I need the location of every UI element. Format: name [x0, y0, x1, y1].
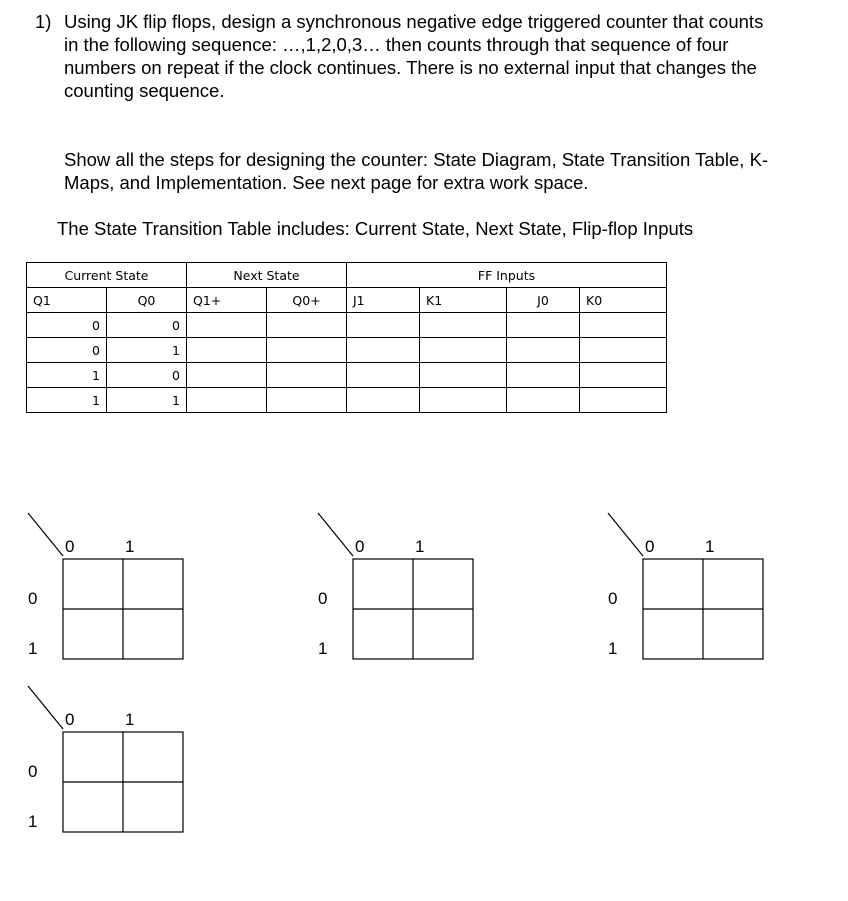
cell-k1[interactable]: [420, 338, 507, 363]
cell-k0[interactable]: [580, 363, 667, 388]
cell-q0-next[interactable]: [267, 363, 347, 388]
col-header-k0: K0: [580, 288, 667, 313]
cell-q1-next[interactable]: [187, 338, 267, 363]
kmap-cell[interactable]: [63, 609, 122, 658]
kmap-row-label: 0: [28, 762, 38, 781]
steps-line: Maps, and Implementation. See next page for extra work space.: [64, 172, 589, 193]
kmap-col-label: 0: [65, 537, 75, 556]
kmap-col-label: 0: [355, 537, 365, 556]
kmap-col-label: 1: [415, 537, 425, 556]
kmap-cell[interactable]: [63, 732, 122, 781]
col-header-j0: J0: [507, 288, 580, 313]
cell-j0[interactable]: [507, 363, 580, 388]
cell-j0[interactable]: [507, 388, 580, 413]
cell-k1[interactable]: [420, 388, 507, 413]
col-header-q1: Q1: [27, 288, 107, 313]
cell-j1[interactable]: [347, 388, 420, 413]
kmap-row-label: 0: [608, 589, 618, 608]
kmap-col-label: 1: [705, 537, 715, 556]
cell-q0: 1: [107, 338, 187, 363]
cell-j0[interactable]: [507, 313, 580, 338]
kmap-cell[interactable]: [703, 559, 762, 608]
kmap-row-label: 1: [28, 812, 38, 831]
kmap-col-label: 0: [645, 537, 655, 556]
group-ff-inputs: FF Inputs: [347, 263, 667, 288]
col-header-q0: Q0: [107, 288, 187, 313]
kmap-cell[interactable]: [123, 609, 182, 658]
kmap-cell[interactable]: [643, 559, 702, 608]
kmap-cell[interactable]: [643, 609, 702, 658]
cell-q0-next[interactable]: [267, 338, 347, 363]
question-line: counting sequence.: [64, 80, 225, 101]
steps-instruction: [64, 148, 844, 194]
kmap-col-label: 1: [125, 537, 135, 556]
kmap-cell[interactable]: [413, 609, 472, 658]
kmap: [22, 683, 192, 843]
kmap-col-label: 0: [65, 710, 75, 729]
cell-k1[interactable]: [420, 363, 507, 388]
state-transition-table: [26, 262, 667, 413]
cell-q0: 1: [107, 388, 187, 413]
cell-q1-next[interactable]: [187, 363, 267, 388]
question-line: numbers on repeat if the clock continues. There is no external input that changes the: [64, 57, 757, 78]
table-group-header-row: [27, 263, 667, 288]
cell-q1: 1: [27, 363, 107, 388]
kmap-cell[interactable]: [123, 559, 182, 608]
kmap-cell[interactable]: [353, 609, 412, 658]
kmap-cell[interactable]: [703, 609, 762, 658]
group-current-state: Current State: [27, 263, 187, 288]
kmap-cell[interactable]: [413, 559, 472, 608]
kmap: [312, 510, 482, 670]
kmap: [602, 510, 772, 670]
question-number: 1): [35, 11, 52, 32]
table-column-header-row: [27, 288, 667, 313]
table-row: [27, 338, 667, 363]
cell-k1[interactable]: [420, 313, 507, 338]
kmap-col-label: 1: [125, 710, 135, 729]
question-line: in the following sequence: …,1,2,0,3… then counts through that sequence of four: [64, 34, 729, 55]
group-next-state: Next State: [187, 263, 347, 288]
steps-line: Show all the steps for designing the counter: State Diagram, State Transition Table, K-: [64, 149, 769, 170]
kmap-row-label: 0: [28, 589, 38, 608]
cell-k0[interactable]: [580, 388, 667, 413]
kmap-row-label: 1: [608, 639, 618, 658]
cell-q1-next[interactable]: [187, 313, 267, 338]
kmap-row-label: 1: [28, 639, 38, 658]
table-row: [27, 363, 667, 388]
cell-q0-next[interactable]: [267, 388, 347, 413]
kmap: [22, 510, 192, 670]
cell-k0[interactable]: [580, 338, 667, 363]
cell-j1[interactable]: [347, 313, 420, 338]
kmap-row-label: 1: [318, 639, 328, 658]
question-line: Using JK flip flops, design a synchronous negative edge triggered counter that counts: [64, 11, 764, 32]
cell-q1: 0: [27, 313, 107, 338]
cell-q1: 1: [27, 388, 107, 413]
kmap-cell[interactable]: [123, 782, 182, 831]
cell-j1[interactable]: [347, 363, 420, 388]
cell-q1: 0: [27, 338, 107, 363]
col-header-k1: K1: [420, 288, 507, 313]
kmap-cell[interactable]: [123, 732, 182, 781]
table-row: [27, 388, 667, 413]
cell-q0: 0: [107, 313, 187, 338]
kmap-cell[interactable]: [63, 782, 122, 831]
cell-j1[interactable]: [347, 338, 420, 363]
col-header-q1-next: Q1+: [187, 288, 267, 313]
cell-j0[interactable]: [507, 338, 580, 363]
stt-intro: The State Transition Table includes: Current State, Next State, Flip-flop Inputs: [57, 218, 694, 239]
table-row: [27, 313, 667, 338]
cell-q1-next[interactable]: [187, 388, 267, 413]
kmap-cell[interactable]: [353, 559, 412, 608]
kmap-row-label: 0: [318, 589, 328, 608]
cell-q0-next[interactable]: [267, 313, 347, 338]
question-text: [64, 10, 834, 102]
cell-q0: 0: [107, 363, 187, 388]
kmap-cell[interactable]: [63, 559, 122, 608]
cell-k0[interactable]: [580, 313, 667, 338]
col-header-q0-next: Q0+: [267, 288, 347, 313]
col-header-j1: J1: [347, 288, 420, 313]
